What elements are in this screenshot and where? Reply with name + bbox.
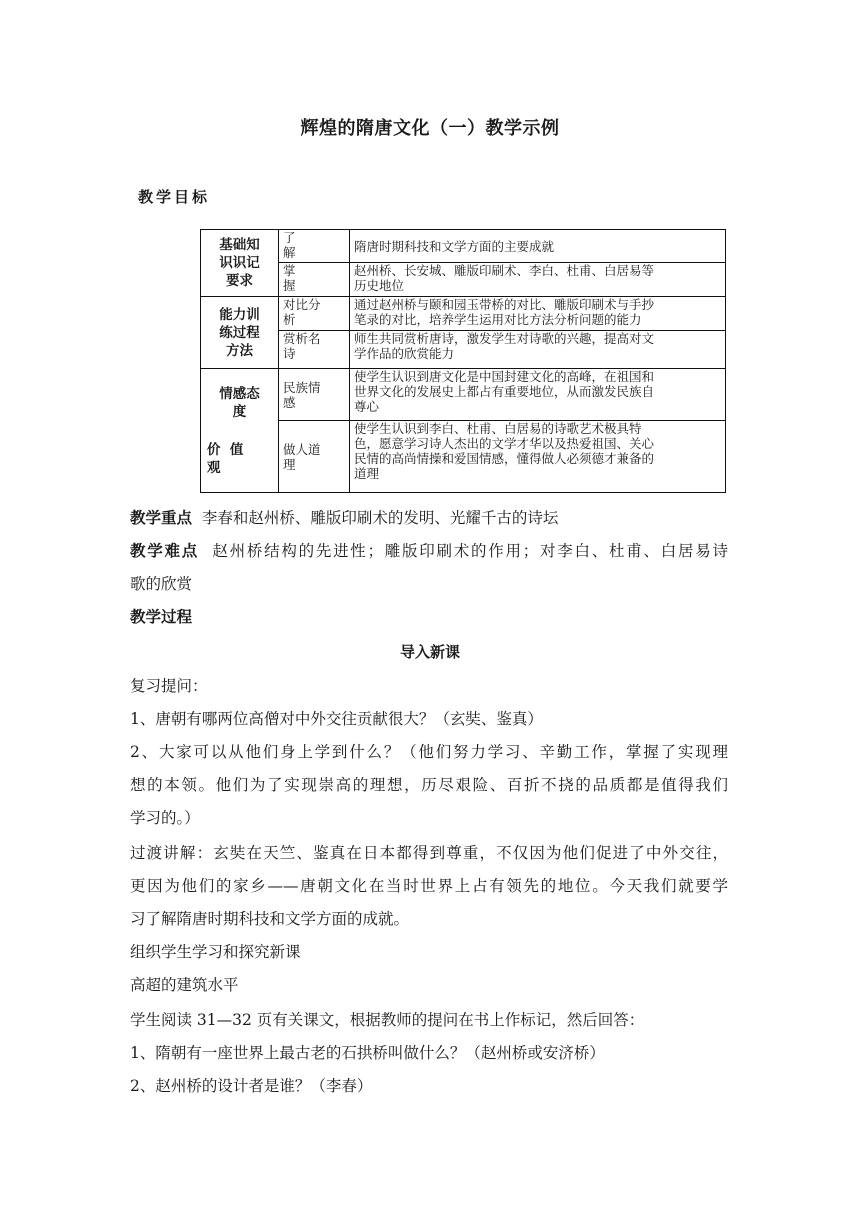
intro-heading: 导入新课 (399, 643, 460, 661)
category-cell: 基础知 识识记 要求 (201, 230, 279, 297)
table-row (201, 369, 726, 421)
content-cell: 隋唐时期科技和文学方面的主要成就 (350, 230, 726, 263)
process-heading: 教学过程 (130, 608, 193, 626)
content-cell: 使学生认识到唐文化是中国封建文化的高峰，在祖国和 世界文化的发展史上都占有重要地位，从而激发民族自 尊心 (350, 369, 726, 421)
content-cell: 师生共同赏析唐诗，激发学生对诗歌的兴趣，提高对文 学作品的欣赏能力 (350, 331, 726, 369)
paragraph-line: 2、大家可以从他们身上学到什么？（他们努力学习、辛勤工作，掌握了实现理 (130, 743, 728, 761)
paragraph-line: 想的本领。他们为了实现崇高的理想，历尽艰险、百折不挠的品质都是值得我们 (130, 776, 728, 794)
table-row (201, 331, 726, 369)
paragraph-line: 学生阅读 31—32 页有关课文，根据教师的提问在书上作标记，然后回答： (130, 1011, 645, 1029)
page-title: 辉煌的隋唐文化（一）教学示例 (300, 118, 560, 139)
subcategory-cell: 了 解 (279, 230, 350, 263)
paragraph-line: 复习提问： (130, 677, 208, 695)
key-point: 教学重点 李春和赵州桥、雕版印刷术的发明、光耀千古的诗坛 (130, 509, 559, 527)
paragraph-line: 组织学生学习和探究新课 (130, 943, 301, 961)
subcategory-cell: 做人道 理 (279, 421, 350, 493)
content-cell: 使学生认识到李白、杜甫、白居易的诗歌艺术极具特 色，愿意学习诗人杰出的文学才华以及热爱祖国、关心 民情的高尚情操和爱国情感，懂得做人必须德才兼备的 道理 (350, 421, 726, 493)
paragraph-line: 更因为他们的家乡——唐朝文化在当时世界上占有领先的地位。今天我们就要学 (130, 877, 728, 895)
objectives-table (200, 229, 726, 493)
category-cell: 情感态 度 价 值 观 (201, 369, 279, 493)
paragraph-line: 1、隋朝有一座世界上最古老的石拱桥叫做什么？（赵州桥或安济桥） (130, 1044, 605, 1062)
table-row (201, 263, 726, 297)
paragraph-line: 2、赵州桥的设计者是谁？（李春） (130, 1077, 373, 1095)
table-row (201, 230, 726, 263)
objectives-heading: 教学目标 (138, 188, 211, 206)
content-cell: 通过赵州桥与颐和园玉带桥的对比、雕版印刷术与手抄 笔录的对比，培养学生运用对比方法分析问题的能力 (350, 297, 726, 331)
subcategory-cell: 掌 握 (279, 263, 350, 297)
paragraph-line: 习了解隋唐时期科技和文学方面的成就。 (130, 910, 410, 928)
table-row (201, 297, 726, 331)
category-cell: 能力训 练过程 方法 (201, 297, 279, 369)
paragraph-line: 高超的建筑水平 (130, 976, 239, 994)
paragraph-line: 1、唐朝有哪两位高僧对中外交往贡献很大？（玄奘、鉴真） (130, 710, 543, 728)
subcategory-cell: 民族情 感 (279, 369, 350, 421)
table-row (201, 421, 726, 493)
content-cell: 赵州桥、长安城、雕版印刷术、李白、杜甫、白居易等 历史地位 (350, 263, 726, 297)
subcategory-cell: 对比分 析 (279, 297, 350, 331)
subcategory-cell: 赏析名 诗 (279, 331, 350, 369)
difficulty-line-2: 歌的欣赏 (130, 575, 193, 593)
paragraph-line: 过渡讲解：玄奘在天竺、鉴真在日本都得到尊重，不仅因为他们促进了中外交往， (130, 844, 728, 862)
difficulty-line-1: 教学难点 赵州桥结构的先进性；雕版印刷术的作用；对李白、杜甫、白居易诗 (130, 542, 728, 560)
paragraph-line: 学习的。） (130, 809, 200, 827)
